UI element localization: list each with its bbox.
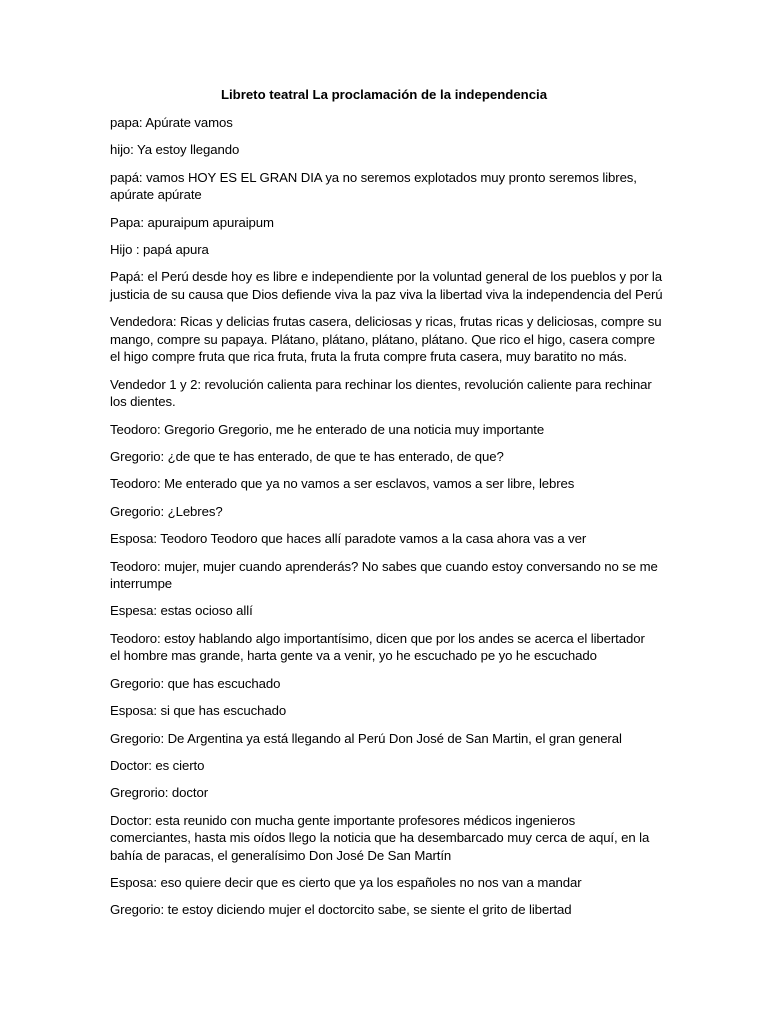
dialogue-line: Espesa: estas ocioso allí xyxy=(110,603,253,619)
dialogue-line: Esposa: eso quiere decir que es cierto que ya los españoles no nos van a mandar xyxy=(110,875,582,891)
dialogue-line: Teodoro: estoy hablando algo importantísimo, dicen que por los andes se acerca el libertador xyxy=(110,630,645,646)
dialogue-line: Gregorio: ¿de que te has enterado, de que te has enterado, de que? xyxy=(110,449,504,465)
dialogue-line: comerciantes, hasta mis oídos llego la noticia que ha desembarcado muy cerca de aquí, en la xyxy=(110,830,650,846)
dialogue-paragraph xyxy=(110,757,670,775)
dialogue-line: Teodoro: mujer, mujer cuando aprenderás? No sabes que cuando estoy conversando no se me xyxy=(110,558,658,574)
dialogue-line: papá: vamos HOY ES EL GRAN DIA ya no seremos explotados muy pronto seremos libres, xyxy=(110,169,637,185)
dialogue-paragraph xyxy=(110,448,670,466)
dialogue-paragraph xyxy=(110,558,670,593)
dialogue-line: Gregorio: te estoy diciendo mujer el doctorcito sabe, se siente el grito de libertad xyxy=(110,902,572,918)
dialogue-paragraph xyxy=(110,503,670,521)
dialogue-line: bahía de paracas, el generalísimo Don José De San Martín xyxy=(110,847,452,863)
dialogue-line: Teodoro: Me enterado que ya no vamos a ser esclavos, vamos a ser libre, lebres xyxy=(110,476,575,492)
dialogue-line: interrumpe xyxy=(110,576,173,592)
dialogue-paragraph xyxy=(110,421,670,439)
dialogue-paragraph xyxy=(110,530,670,548)
dialogue-paragraph xyxy=(110,214,670,232)
script-body xyxy=(110,114,670,929)
dialogue-line: los dientes. xyxy=(110,394,176,410)
dialogue-line: Doctor: esta reunido con mucha gente importante profesores médicos ingenieros xyxy=(110,812,576,828)
dialogue-paragraph xyxy=(110,376,670,411)
dialogue-line: Teodoro: Gregorio Gregorio, me he enterado de una noticia muy importante xyxy=(110,421,545,437)
dialogue-line: Esposa: si que has escuchado xyxy=(110,703,287,719)
dialogue-line: Doctor: es cierto xyxy=(110,757,205,773)
dialogue-paragraph xyxy=(110,475,670,493)
dialogue-line: Esposa: Teodoro Teodoro que haces allí paradote vamos a la casa ahora vas a ver xyxy=(110,531,587,547)
dialogue-paragraph xyxy=(110,675,670,693)
dialogue-paragraph xyxy=(110,630,670,665)
dialogue-paragraph xyxy=(110,784,670,802)
dialogue-line: el hombre mas grande, harta gente va a venir, yo he escuchado pe yo he escuchado xyxy=(110,648,597,664)
dialogue-paragraph xyxy=(110,169,670,204)
document-title: Libreto teatral La proclamación de la independencia xyxy=(220,87,548,102)
dialogue-line: Papá: el Perú desde hoy es libre e independiente por la voluntad general de los pueblos y por la xyxy=(110,269,662,285)
dialogue-line: Gregrorio: doctor xyxy=(110,785,208,801)
dialogue-line: Vendedor 1 y 2: revolución calienta para rechinar los dientes, revolución caliente para rechinar xyxy=(110,376,652,392)
dialogue-paragraph xyxy=(110,141,670,159)
dialogue-paragraph xyxy=(110,241,670,259)
dialogue-line: Gregorio: que has escuchado xyxy=(110,675,281,691)
dialogue-paragraph xyxy=(110,114,670,132)
dialogue-line: Papa: apuraipum apuraipum xyxy=(110,214,274,230)
dialogue-paragraph xyxy=(110,268,670,303)
dialogue-line: Gregorio: De Argentina ya está llegando al Perú Don José de San Martin, el gran general xyxy=(110,730,622,746)
dialogue-line: hijo: Ya estoy llegando xyxy=(110,142,240,158)
dialogue-paragraph xyxy=(110,602,670,620)
dialogue-line: mango, compre su papaya. Plátano, plátano, plátano, plátano. Que rico el higo, casera compre xyxy=(110,331,656,347)
dialogue-paragraph xyxy=(110,313,670,366)
dialogue-line: Vendedora: Ricas y delicias frutas casera, deliciosas y ricas, frutas ricas y deliciosas, compre su xyxy=(110,314,662,330)
dialogue-paragraph xyxy=(110,901,670,919)
dialogue-line: el higo compre fruta que rica fruta, fruta la fruta compre fruta casera, muy baratito no más. xyxy=(110,349,627,365)
dialogue-line: Gregorio: ¿Lebres? xyxy=(110,503,223,519)
dialogue-line: apúrate apúrate xyxy=(110,187,202,203)
dialogue-paragraph xyxy=(110,730,670,748)
dialogue-paragraph xyxy=(110,702,670,720)
dialogue-paragraph xyxy=(110,812,670,865)
dialogue-line: justicia de su causa que Dios defiende viva la paz viva la libertad viva la independencia del Perú xyxy=(110,286,663,302)
dialogue-line: papa: Apúrate vamos xyxy=(110,115,233,130)
dialogue-line: Hijo : papá apura xyxy=(110,242,209,258)
dialogue-paragraph xyxy=(110,874,670,892)
